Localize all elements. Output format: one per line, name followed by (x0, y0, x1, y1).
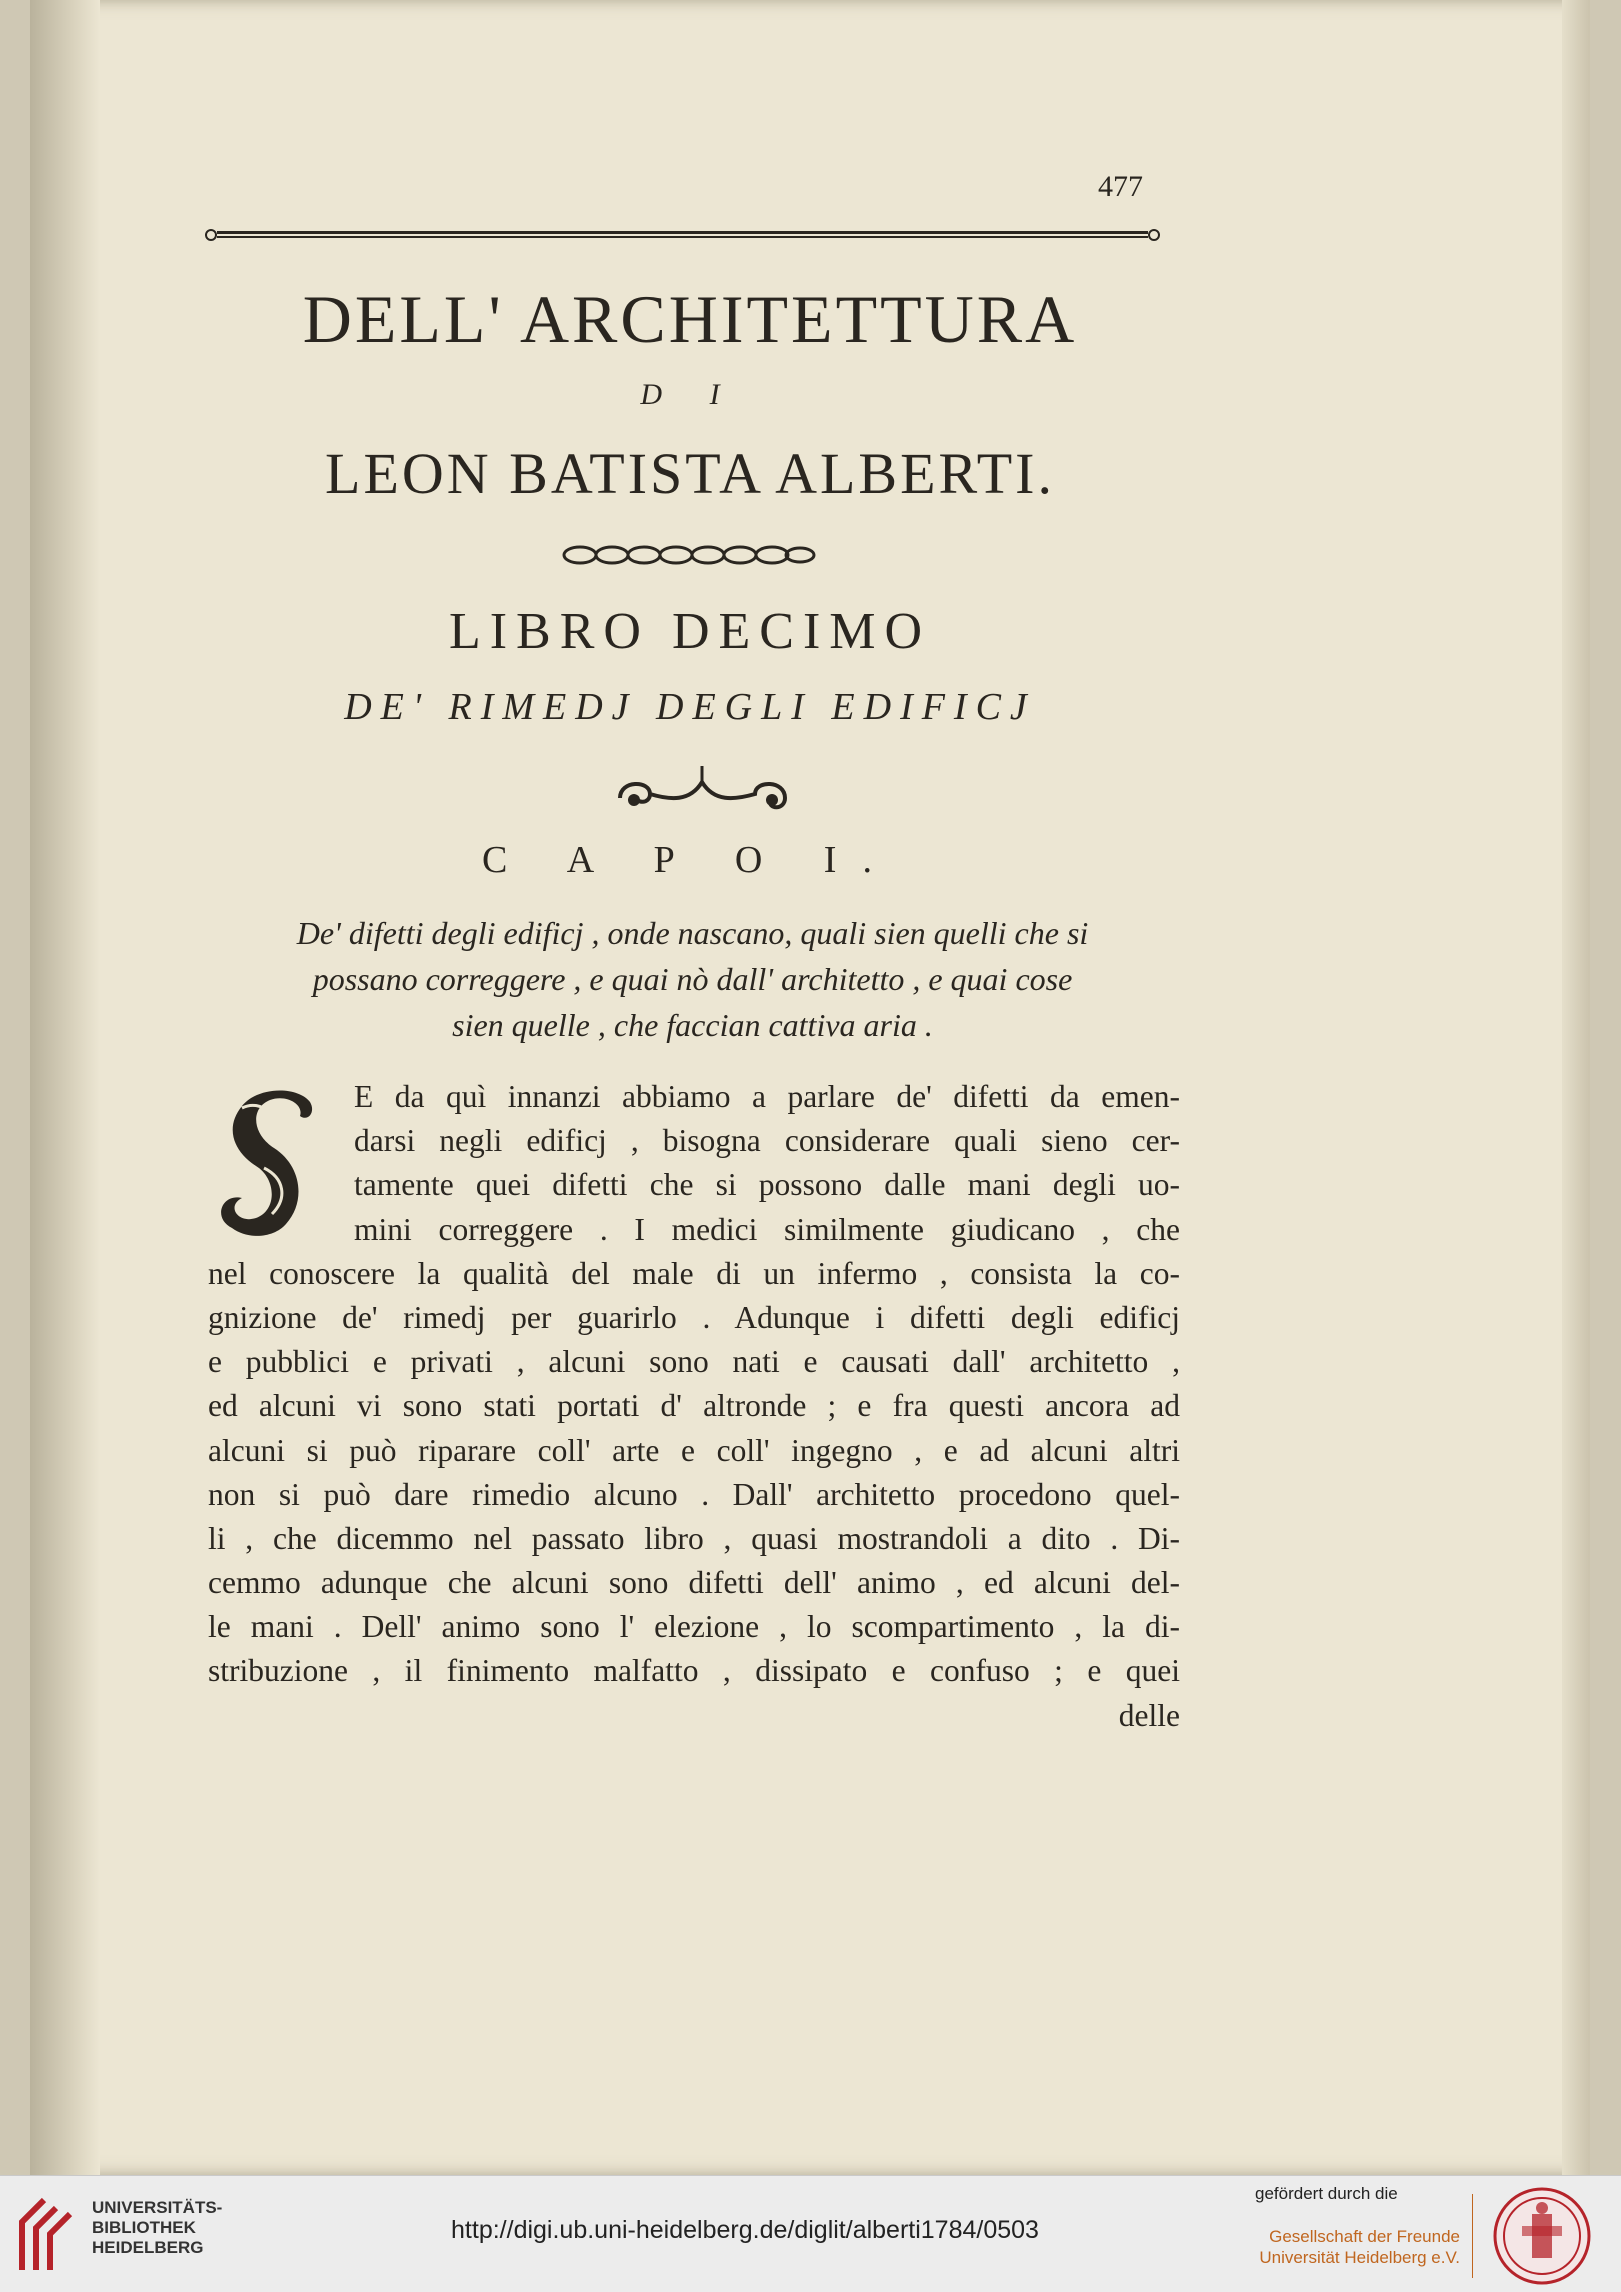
scroll-ornament (610, 760, 795, 820)
author-name: LEON BATISTA ALBERTI. (325, 441, 1055, 506)
footer-bar (0, 2175, 1621, 2292)
library-name-line: UNIVERSITÄTS- (92, 2198, 223, 2217)
summary-line: possano correggere , e quai nò dall' architetto , e quai cose (312, 961, 1073, 997)
body-line: nel conoscere la qualità del male di un infermo , consista la co- (208, 1255, 1180, 1291)
page-number: 477 (1098, 170, 1143, 203)
footer-divider (1472, 2194, 1473, 2278)
society-line: Universität Heidelberg e.V. (1259, 2248, 1460, 2267)
body-line: alcuni si può riparare coll' arte e coll' ingegno , e ad alcuni altri (208, 1432, 1180, 1468)
summary-line: sien quelle , che faccian cattiva aria . (452, 1007, 933, 1043)
book-subtitle: DE' RIMEDJ DEGLI EDIFICJ (344, 686, 1036, 728)
page-edge (1562, 0, 1590, 2175)
body-text (208, 1075, 1180, 1738)
page-gutter (30, 0, 100, 2175)
body-line: stribuzione , il finimento malfatto , dissipato e confuso ; e quei (208, 1653, 1180, 1689)
library-name-line: BIBLIOTHEK (92, 2218, 196, 2237)
summary-line: De' difetti degli edificj , onde nascano, quali sien quelli che si (296, 915, 1089, 951)
library-name-line: HEIDELBERG (92, 2238, 204, 2257)
body-line: E da quì innanzi abbiamo a parlare de' difetti da emen- (354, 1079, 1180, 1114)
catchword: delle (1118, 1697, 1180, 1733)
university-library-name[interactable] (92, 2198, 242, 2258)
chapter-heading: C A P O I. (482, 839, 898, 881)
body-line: non si può dare rimedio alcuno . Dall' architetto procedono quel- (208, 1476, 1180, 1512)
body-line: mini correggere . I medici similmente giudicano , che (354, 1211, 1180, 1247)
body-line: e pubblici e privati , alcuni sono nati e causati dall' architetto , (208, 1344, 1180, 1380)
funded-by-label: gefördert durch die (1255, 2184, 1398, 2203)
society-name[interactable] (1235, 2226, 1460, 2268)
ornamental-rule (205, 228, 1160, 242)
chapter-summary (205, 910, 1180, 1048)
title-di: D I (640, 378, 740, 411)
body-line: darsi negli edificj , bisogna considerare quali sieno cer- (354, 1123, 1180, 1159)
permalink-url[interactable]: http://digi.ub.uni-heidelberg.de/diglit/alberti1784/0503 (451, 2216, 1039, 2244)
body-line: cemmo adunque che alcuni sono difetti dell' animo , ed alcuni del- (208, 1565, 1180, 1601)
book-heading: LIBRO DECIMO (448, 603, 932, 660)
body-line: tamente quei difetti che si possono dalle mani degli uo- (354, 1167, 1180, 1203)
body-line: gnizione de' rimedj per guarirlo . Adunque i difetti degli edificj (208, 1299, 1180, 1335)
chain-ornament (560, 540, 820, 570)
university-library-logo-icon[interactable] (14, 2192, 84, 2276)
body-line: ed alcuni vi sono stati portati d' altronde ; e fra questi ancora ad (208, 1388, 1180, 1424)
society-line: Gesellschaft der Freunde (1269, 2227, 1460, 2246)
book-title: DELL' ARCHITETTURA (302, 281, 1078, 357)
university-seal-icon[interactable] (1492, 2186, 1592, 2286)
body-line: le mani . Dell' animo sono l' elezione , lo scompartimento , la di- (208, 1609, 1180, 1645)
body-line: li , che dicemmo nel passato libro , quasi mostrandoli a dito . Di- (208, 1520, 1180, 1556)
